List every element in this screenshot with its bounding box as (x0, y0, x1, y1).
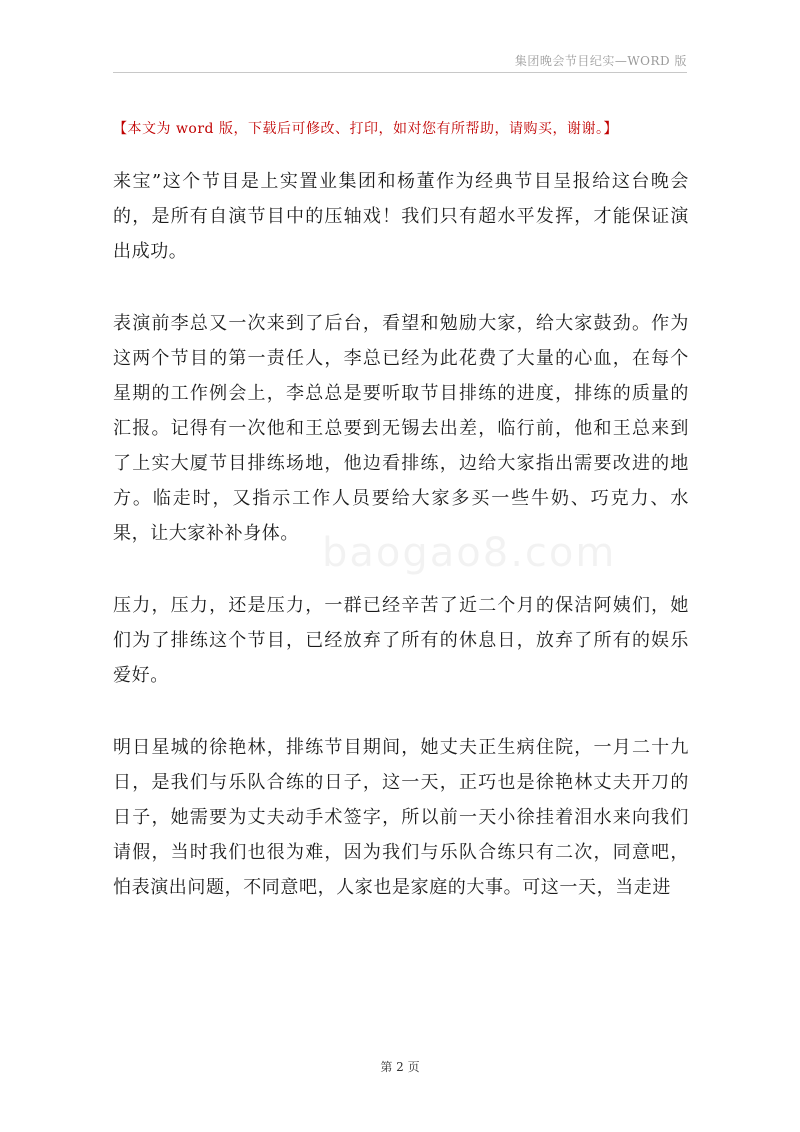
header-title: 集团晚会节目纪实—WORD 版 (514, 54, 687, 68)
watermark: baogao8.com (322, 530, 617, 576)
page-number: 第 2 页 (380, 1060, 420, 1074)
paragraph: 压力，压力，还是压力，一群已经辛苦了近二个月的保洁阿姨们，她们为了排练这个节目，已经放弃了所有的休息日，放弃了所有的娱乐爱好。 (113, 595, 689, 686)
page-header (113, 52, 687, 73)
download-notice: 【本文为 word 版，下载后可修改、打印，如对您有所帮助，请购买，谢谢。】 (113, 121, 618, 137)
paragraph: 明日星城的徐艳林，排练节目期间，她丈夫正生病住院，一月二十九日，是我们与乐队合练的日子，这一天，正巧也是徐艳林丈夫开刀的日子，她需要为丈夫动手术签字，所以前一天小徐挂着泪水来向我们请假，当时我们也很为难，因为我们与乐队合练只有二次，同意吧，怕表演出问题，不同意吧，人家也是家庭的大事。可这一天，当走进 (113, 737, 689, 898)
paragraph: 来宝”这个节目是上实置业集团和杨董作为经典节目呈报给这台晚会的，是所有自演节目中的压轴戏！我们只有超水平发挥，才能保证演出成功。 (113, 171, 689, 262)
paragraph: 表演前李总又一次来到了后台，看望和勉励大家，给大家鼓劲。作为这两个节目的第一责任人，李总已经为此花费了大量的心血，在每个星期的工作例会上，李总总是要听取节目排练的进度，排练的质量的汇报。记得有一次他和王总要到无锡去出差，临行前，他和王总来到了上实大厦节目排练场地，他边看排练，边给大家指出需要改进的地方。临走时，又指示工作人员要给大家多买一些牛奶、巧克力、水果，让大家补补身体。 (113, 313, 689, 544)
document-body (113, 164, 689, 942)
